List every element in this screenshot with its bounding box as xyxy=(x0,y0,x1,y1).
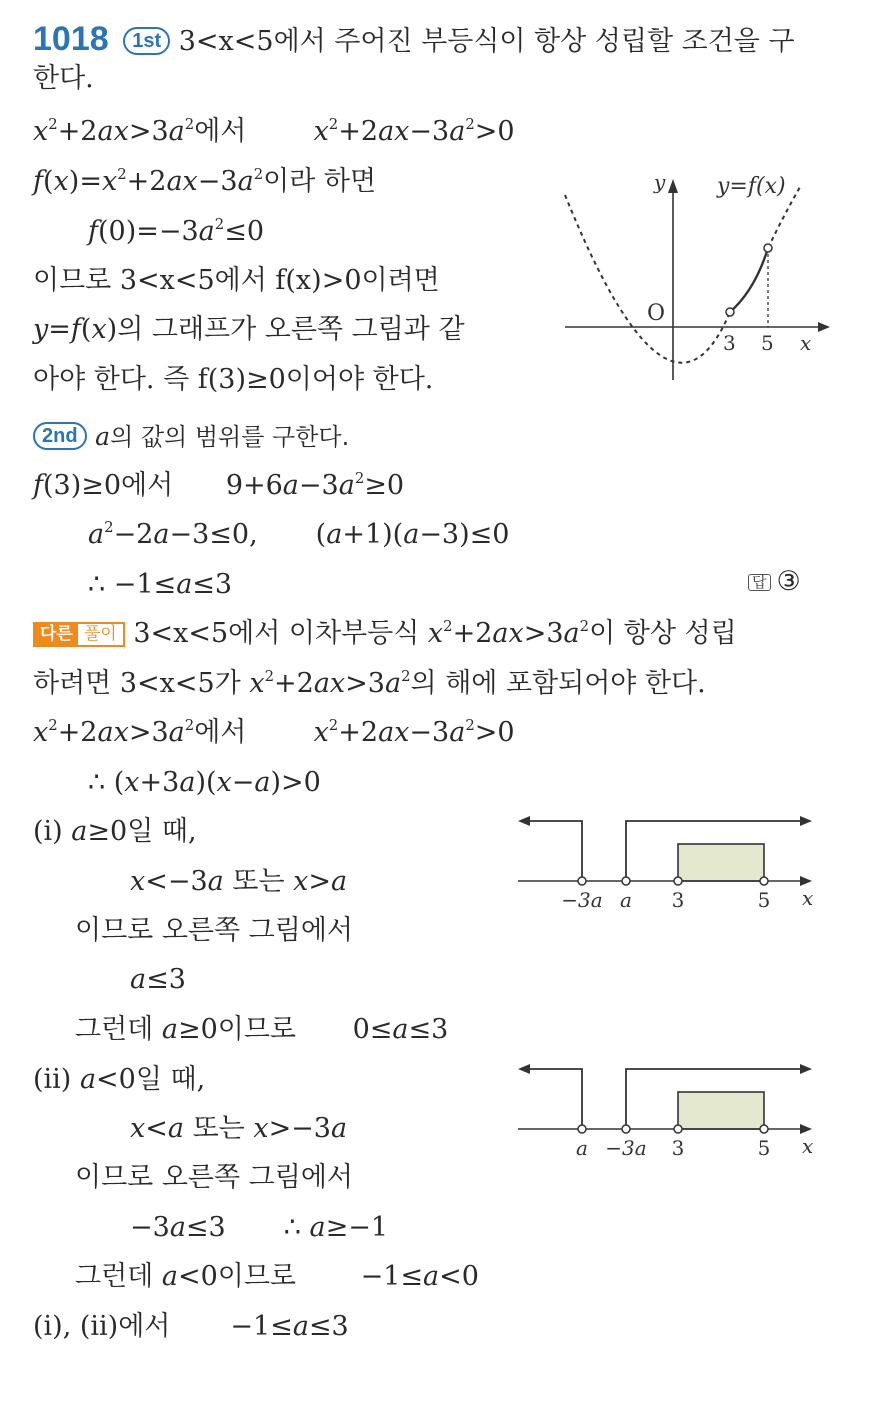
tick-3-label: 3 xyxy=(723,331,736,355)
line-condition: 이므로 3<x<5에서 f(x)>0이려면 xyxy=(33,265,440,296)
label-5: 5 xyxy=(757,888,771,912)
parabola-graph xyxy=(560,165,850,390)
step2-header: 2nd a의 값의 범위를 구한다. xyxy=(33,422,349,450)
label-neg3a: −3a xyxy=(561,888,603,912)
case2-figure-text: 이므로 오른쪽 그림에서 xyxy=(75,1162,353,1193)
line-f3: 아야 한다. 즉 f(3)≥0이어야 한다. xyxy=(33,364,434,395)
line-inequality: $x^2+2ax>3a^2$에서 $x^2+2ax-3a^2>0$ xyxy=(33,114,515,147)
number-line-case1 xyxy=(510,805,850,915)
label-a: a xyxy=(620,888,632,912)
case2-solution: x<a 또는 x>−3a xyxy=(130,1113,348,1144)
point-x3 xyxy=(726,308,734,316)
point-neg3a xyxy=(578,877,586,885)
interval-3-5 xyxy=(678,844,764,881)
line-graph-shape: y=f(x)의 그래프가 오른쪽 그림과 같 xyxy=(33,314,465,345)
label-3: 3 xyxy=(671,1136,685,1160)
tick-5-label: 5 xyxy=(761,331,774,355)
case2-result: 그런데 a<0이므로 −1≤a<0 xyxy=(75,1261,479,1292)
point-a xyxy=(578,1125,586,1133)
step-1st-badge: 1st xyxy=(123,27,170,55)
case1-header: (ⅰ) a≥0일 때, xyxy=(33,816,197,847)
alt-solution-badge: 다른 풀이 xyxy=(33,622,125,647)
parabola-dashed-part xyxy=(565,195,730,363)
y-axis-label: y xyxy=(654,170,666,194)
point-3 xyxy=(674,877,682,885)
origin-label: O xyxy=(647,301,666,326)
line-factor: $a^2-2a-3\le 0$, (a+1)(a−3)≤0 xyxy=(88,517,510,550)
case1-result: 그런데 a≥0이므로 0≤a≤3 xyxy=(75,1014,449,1045)
label-x: x xyxy=(802,886,814,910)
region-left-ray xyxy=(530,821,582,881)
point-a xyxy=(622,877,630,885)
alt-line-2: 하려면 3<x<5가 $x^2+2ax>3a^2$의 해에 포함되어야 한다. xyxy=(33,666,706,699)
step1-text-cont: 한다. xyxy=(33,63,94,94)
label-neg3a: −3a xyxy=(605,1136,647,1160)
point-3 xyxy=(674,1125,682,1133)
alt-line-3: $x^2+2ax>3a^2$에서 $x^2+2ax-3a^2>0$ xyxy=(33,715,515,748)
step-2nd-badge: 2nd xyxy=(33,422,87,450)
label-x: x xyxy=(802,1134,814,1158)
number-line-case2 xyxy=(510,1053,850,1163)
case1-bound: a≤3 xyxy=(130,964,186,995)
point-5 xyxy=(760,877,768,885)
curve-label: y=f(x) xyxy=(717,174,786,199)
interval-3-5 xyxy=(678,1092,764,1129)
x-axis-label: x xyxy=(800,331,812,355)
region-left-ray xyxy=(530,1069,582,1129)
line-f3-expand: f(3)≥0에서 $9+6a-3a^2\ge 0$ xyxy=(33,468,405,501)
point-5 xyxy=(760,1125,768,1133)
answer xyxy=(748,568,801,595)
conclusion: (ⅰ), (ⅱ)에서 −1≤a≤3 xyxy=(33,1311,349,1342)
answer-value: ③ xyxy=(776,566,801,597)
case1-solution: x<−3a 또는 x>a xyxy=(130,866,348,897)
y-axis-arrow xyxy=(668,179,678,193)
answer-mark-icon: 답 xyxy=(748,574,771,591)
case2-header: (ⅱ) a<0일 때, xyxy=(33,1064,206,1095)
label-3: 3 xyxy=(671,888,685,912)
label-a: a xyxy=(576,1136,588,1160)
case2-bound: −3a≤3 ∴ a≥−1 xyxy=(130,1212,389,1243)
problem-number: 1018 xyxy=(33,20,109,58)
step1-text: 3<x<5에서 주어진 부등식이 항상 성립할 조건을 구 xyxy=(178,26,795,57)
alt-line-1: 다른 풀이 3<x<5에서 이차부등식 $x^2+2ax>3a^2$이 항상 성립 xyxy=(33,620,737,647)
point-x5 xyxy=(764,244,772,252)
problem-header xyxy=(33,22,795,56)
point-neg3a xyxy=(622,1125,630,1133)
line-result: ∴ −1≤a≤3 xyxy=(88,569,233,600)
label-5: 5 xyxy=(757,1136,771,1160)
alt-line-factored: ∴ (x+3a)(x−a)>0 xyxy=(88,767,321,798)
parabola-solid-part xyxy=(730,248,768,312)
line-define-f: $f(x)=x^2+2ax-3a^2$이라 하면 xyxy=(33,164,377,197)
line-f0: $f(0)=-3a^2\le 0$ xyxy=(88,214,265,247)
case1-figure-text: 이므로 오른쪽 그림에서 xyxy=(75,915,353,946)
x-axis-arrow xyxy=(818,322,830,332)
